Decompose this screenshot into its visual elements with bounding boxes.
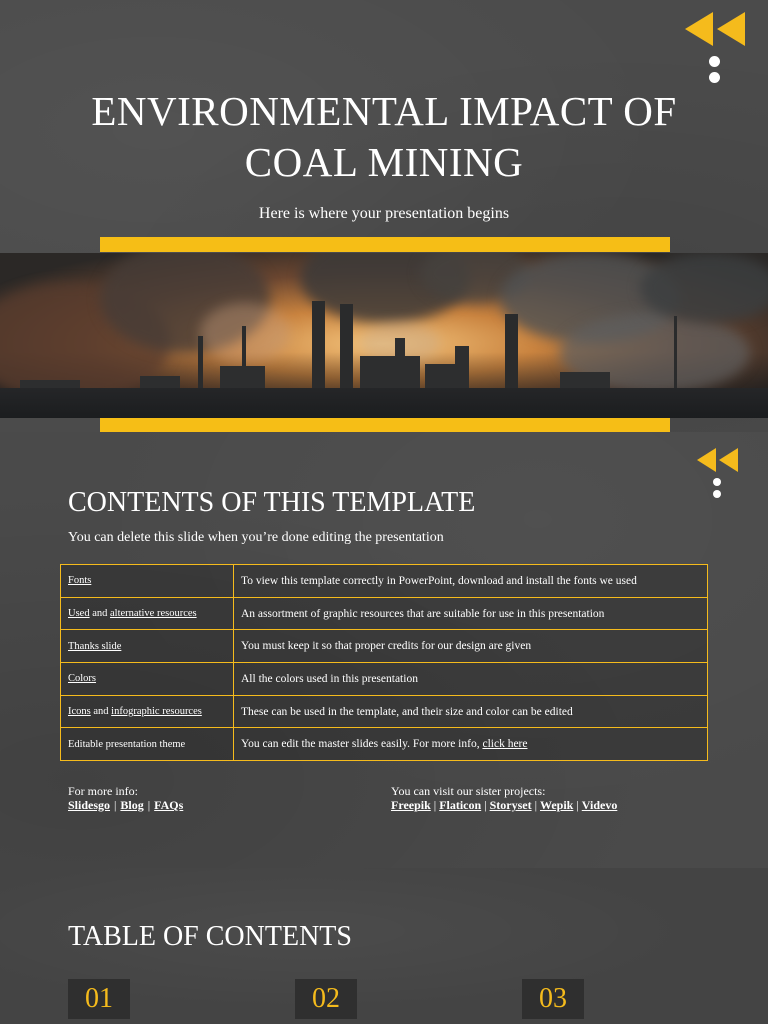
table-of-contents-title: TABLE OF CONTENTS: [68, 921, 352, 952]
infographic-resources-link[interactable]: infographic resources: [111, 706, 202, 718]
colors-link[interactable]: Colors: [68, 673, 97, 685]
table-row: [61, 695, 708, 728]
row-key: Editable presentation theme: [61, 728, 234, 761]
blog-link[interactable]: Blog: [120, 798, 144, 812]
more-info-label: For more info:: [68, 784, 138, 798]
table-row: [61, 663, 708, 696]
table-row: [61, 597, 708, 630]
contents-table: [60, 564, 708, 761]
contents-subtitle: You can delete this slide when you’re done editing the presentation: [68, 530, 444, 545]
section-number-01: 01: [68, 979, 130, 1019]
icons-link[interactable]: Icons: [68, 706, 91, 718]
more-info-block: For more info: Slidesgo | Blog | FAQs: [68, 784, 184, 812]
row-description-text: You can edit the master slides easily. For more info,: [241, 738, 480, 751]
videvo-link[interactable]: Videvo: [581, 798, 618, 812]
more-vertical-icon[interactable]: [707, 56, 721, 88]
presentation-title: [0, 86, 768, 188]
sister-projects-label: You can visit our sister projects:: [391, 784, 546, 798]
table-row: [61, 630, 708, 663]
rewind-icon[interactable]: [685, 12, 745, 46]
table-row: [61, 565, 708, 598]
more-vertical-icon[interactable]: [711, 478, 723, 502]
presentation-subtitle: Here is where your presentation begins: [258, 205, 510, 222]
row-description: To view this template correctly in PowerPoint, download and install the fonts we used: [234, 565, 708, 598]
row-description: All the colors used in this presentation: [234, 663, 708, 696]
click-here-link[interactable]: click here: [482, 738, 528, 751]
faqs-link[interactable]: FAQs: [154, 798, 184, 812]
accent-bar-bottom: [100, 418, 670, 433]
and-text: and: [93, 706, 109, 718]
used-resources-link[interactable]: Used: [68, 608, 90, 620]
row-description: You must keep it so that proper credits for our design are given: [234, 630, 708, 663]
accent-bar-top: [100, 237, 670, 252]
row-description: [234, 728, 708, 761]
thanks-slide-link[interactable]: Thanks slide: [68, 640, 122, 652]
sister-projects-block: You can visit our sister projects: Freepik | Flaticon | Storyset | Wepik | Videvo: [391, 784, 618, 812]
contents-slide-nav: [697, 448, 738, 502]
row-description: These can be used in the template, and their size and color can be edited: [234, 695, 708, 728]
title-line-1: ENVIRONMENTAL IMPACT OF: [91, 88, 677, 134]
flaticon-link[interactable]: Flaticon: [439, 798, 482, 812]
section-number-02: 02: [295, 979, 357, 1019]
alternative-resources-link[interactable]: alternative resources: [110, 608, 197, 620]
wepik-link[interactable]: Wepik: [540, 798, 574, 812]
coal-plant-banner-image: [0, 253, 768, 418]
section-number-03: 03: [522, 979, 584, 1019]
table-row: [61, 728, 708, 761]
title-slide-nav: [685, 12, 745, 88]
fonts-link[interactable]: Fonts: [68, 575, 92, 587]
contents-title: CONTENTS OF THIS TEMPLATE: [68, 487, 476, 518]
rewind-icon[interactable]: [697, 448, 738, 472]
freepik-link[interactable]: Freepik: [391, 798, 431, 812]
slidesgo-link[interactable]: Slidesgo: [68, 798, 111, 812]
storyset-link[interactable]: Storyset: [489, 798, 532, 812]
title-line-2: COAL MINING: [244, 139, 524, 185]
and-text: and: [92, 608, 108, 620]
row-description: An assortment of graphic resources that are suitable for use in this presentation: [234, 597, 708, 630]
